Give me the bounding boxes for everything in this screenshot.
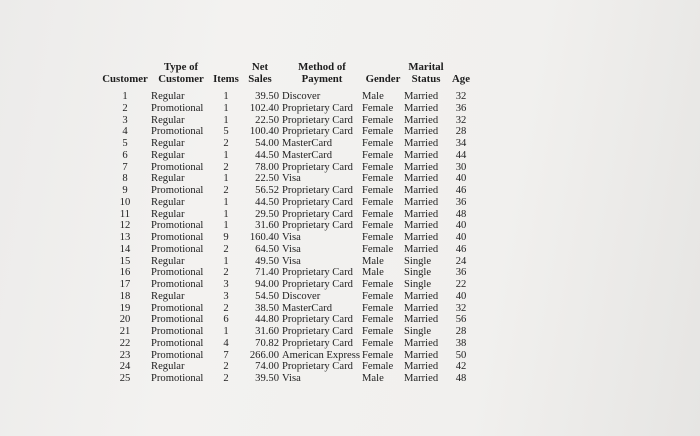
cell-gender: Female <box>362 232 394 244</box>
table-body <box>99 91 474 385</box>
table-row <box>99 256 474 268</box>
cell-gender: Female <box>362 102 394 114</box>
cell-gender: Female <box>362 196 394 208</box>
cell-marital-status: Married <box>404 185 439 197</box>
cell-items: 2 <box>223 161 229 173</box>
cell-items: 1 <box>223 102 229 114</box>
cell-items: 2 <box>223 302 229 314</box>
table-row <box>99 162 474 174</box>
cell-age: 46 <box>455 185 467 197</box>
cell-marital-status: Married <box>404 290 439 302</box>
cell-type-of-customer: Promotional <box>151 279 204 291</box>
cell-type-of-customer: Promotional <box>151 337 204 349</box>
cell-customer: 4 <box>122 126 128 138</box>
cell-customer: 15 <box>119 255 131 267</box>
cell-gender: Female <box>362 243 394 255</box>
cell-marital-status: Married <box>404 102 439 114</box>
cell-marital-status: Married <box>404 91 439 103</box>
cell-age: 32 <box>455 91 467 103</box>
cell-customer: 8 <box>122 173 128 185</box>
cell-gender: Male <box>362 91 384 103</box>
cell-net-sales: 29.50 <box>255 208 279 220</box>
cell-method-of-payment: American Express <box>282 349 360 361</box>
cell-type-of-customer: Promotional <box>151 373 204 385</box>
cell-customer: 12 <box>119 220 131 232</box>
cell-type-of-customer: Regular <box>151 290 185 302</box>
cell-marital-status: Married <box>404 361 439 373</box>
cell-items: 2 <box>223 373 229 385</box>
cell-gender: Female <box>362 220 394 232</box>
cell-method-of-payment: Proprietary Card <box>282 267 353 279</box>
cell-customer: 21 <box>119 326 131 338</box>
cell-customer: 13 <box>119 232 131 244</box>
cell-age: 24 <box>455 255 467 267</box>
cell-items: 4 <box>223 337 229 349</box>
cell-marital-status: Married <box>404 373 439 385</box>
customer-data-table <box>99 62 474 385</box>
cell-method-of-payment: Proprietary Card <box>282 326 353 338</box>
cell-net-sales: 39.50 <box>255 373 279 385</box>
table-row <box>99 126 474 138</box>
table-row <box>99 338 474 350</box>
cell-items: 1 <box>223 220 229 232</box>
cell-items: 2 <box>223 361 229 373</box>
cell-net-sales: 78.00 <box>255 161 279 173</box>
cell-net-sales: 70.82 <box>255 337 279 349</box>
cell-marital-status: Single <box>404 267 432 279</box>
cell-method-of-payment: Proprietary Card <box>282 126 353 138</box>
cell-type-of-customer: Promotional <box>151 126 204 138</box>
cell-gender: Female <box>362 302 394 314</box>
cell-method-of-payment: Proprietary Card <box>282 361 353 373</box>
cell-age: 36 <box>455 102 467 114</box>
cell-type-of-customer: Promotional <box>151 267 204 279</box>
cell-method-of-payment: MasterCard <box>282 138 333 150</box>
cell-age: 42 <box>455 361 467 373</box>
cell-method-of-payment: MasterCard <box>282 149 333 161</box>
table-row <box>99 267 474 279</box>
cell-marital-status: Married <box>404 232 439 244</box>
cell-gender: Male <box>362 255 384 267</box>
cell-type-of-customer: Regular <box>151 196 185 208</box>
cell-marital-status: Married <box>404 208 439 220</box>
cell-customer: 10 <box>119 196 131 208</box>
cell-marital-status: Single <box>404 279 432 291</box>
cell-type-of-customer: Promotional <box>151 232 204 244</box>
cell-items: 2 <box>223 243 229 255</box>
cell-net-sales: 56.52 <box>255 185 279 197</box>
cell-marital-status: Single <box>404 255 432 267</box>
cell-method-of-payment: Proprietary Card <box>282 337 353 349</box>
cell-items: 7 <box>223 349 229 361</box>
cell-items: 5 <box>223 126 229 138</box>
table-row <box>99 185 474 197</box>
table-row <box>99 361 474 373</box>
cell-type-of-customer: Promotional <box>151 161 204 173</box>
table-row <box>99 103 474 115</box>
cell-age: 46 <box>455 243 467 255</box>
cell-age: 36 <box>455 267 467 279</box>
cell-marital-status: Married <box>404 161 439 173</box>
table-row <box>99 350 474 362</box>
cell-gender: Female <box>362 326 394 338</box>
table-row <box>99 244 474 256</box>
cell-gender: Female <box>362 173 394 185</box>
cell-age: 34 <box>455 138 467 150</box>
table-row <box>99 91 474 103</box>
cell-net-sales: 266.00 <box>249 349 279 361</box>
cell-age: 28 <box>455 326 467 338</box>
cell-net-sales: 44.80 <box>255 314 279 326</box>
cell-type-of-customer: Promotional <box>151 349 204 361</box>
cell-items: 1 <box>223 326 229 338</box>
cell-items: 1 <box>223 114 229 126</box>
table-row <box>99 115 474 127</box>
table-row <box>99 197 474 209</box>
cell-net-sales: 74.00 <box>255 361 279 373</box>
header-gender: Gender <box>365 72 401 85</box>
cell-customer: 18 <box>119 290 131 302</box>
cell-age: 38 <box>455 337 467 349</box>
cell-items: 1 <box>223 208 229 220</box>
cell-method-of-payment: Proprietary Card <box>282 208 353 220</box>
cell-net-sales: 38.50 <box>255 302 279 314</box>
cell-items: 6 <box>223 314 229 326</box>
cell-marital-status: Married <box>404 114 439 126</box>
table-row <box>99 326 474 338</box>
cell-net-sales: 31.60 <box>255 220 279 232</box>
cell-customer: 23 <box>119 349 131 361</box>
cell-method-of-payment: Proprietary Card <box>282 114 353 126</box>
cell-age: 22 <box>455 279 467 291</box>
cell-net-sales: 54.50 <box>255 290 279 302</box>
cell-gender: Female <box>362 290 394 302</box>
cell-net-sales: 100.40 <box>249 126 279 138</box>
cell-method-of-payment: Proprietary Card <box>282 102 353 114</box>
cell-method-of-payment: MasterCard <box>282 302 333 314</box>
header-net-sales: Net Sales <box>248 61 272 85</box>
cell-customer: 1 <box>122 91 128 103</box>
cell-age: 48 <box>455 208 467 220</box>
cell-method-of-payment: Proprietary Card <box>282 196 353 208</box>
cell-type-of-customer: Regular <box>151 138 185 150</box>
cell-customer: 19 <box>119 302 131 314</box>
cell-gender: Female <box>362 185 394 197</box>
header-method-of-payment: Method of Payment <box>298 61 346 85</box>
cell-type-of-customer: Regular <box>151 149 185 161</box>
cell-marital-status: Married <box>404 337 439 349</box>
cell-items: 1 <box>223 91 229 103</box>
cell-customer: 20 <box>119 314 131 326</box>
cell-method-of-payment: Visa <box>282 243 301 255</box>
cell-customer: 6 <box>122 149 128 161</box>
table-row <box>99 373 474 385</box>
cell-type-of-customer: Promotional <box>151 102 204 114</box>
cell-customer: 22 <box>119 337 131 349</box>
cell-customer: 5 <box>122 138 128 150</box>
header-items: Items <box>213 72 239 85</box>
header-age: Age <box>452 72 470 85</box>
cell-gender: Female <box>362 361 394 373</box>
cell-age: 44 <box>455 149 467 161</box>
cell-gender: Female <box>362 126 394 138</box>
cell-gender: Female <box>362 279 394 291</box>
cell-type-of-customer: Regular <box>151 91 185 103</box>
cell-customer: 24 <box>119 361 131 373</box>
table-row <box>99 173 474 185</box>
cell-net-sales: 22.50 <box>255 114 279 126</box>
cell-marital-status: Married <box>404 126 439 138</box>
header-type-of-customer: Type of Customer <box>158 61 204 85</box>
cell-marital-status: Married <box>404 220 439 232</box>
cell-method-of-payment: Discover <box>282 91 321 103</box>
table-row <box>99 303 474 315</box>
cell-age: 50 <box>455 349 467 361</box>
cell-net-sales: 94.00 <box>255 279 279 291</box>
cell-type-of-customer: Promotional <box>151 185 204 197</box>
cell-marital-status: Married <box>404 243 439 255</box>
cell-age: 40 <box>455 220 467 232</box>
cell-method-of-payment: Proprietary Card <box>282 314 353 326</box>
cell-items: 2 <box>223 138 229 150</box>
table-row <box>99 314 474 326</box>
cell-customer: 25 <box>119 373 131 385</box>
cell-net-sales: 49.50 <box>255 255 279 267</box>
cell-type-of-customer: Promotional <box>151 302 204 314</box>
cell-customer: 17 <box>119 279 131 291</box>
cell-customer: 9 <box>122 185 128 197</box>
cell-method-of-payment: Visa <box>282 173 301 185</box>
cell-method-of-payment: Proprietary Card <box>282 185 353 197</box>
cell-gender: Female <box>362 114 394 126</box>
cell-items: 3 <box>223 279 229 291</box>
cell-net-sales: 22.50 <box>255 173 279 185</box>
cell-marital-status: Married <box>404 349 439 361</box>
cell-type-of-customer: Promotional <box>151 220 204 232</box>
cell-marital-status: Married <box>404 196 439 208</box>
cell-customer: 7 <box>122 161 128 173</box>
cell-net-sales: 71.40 <box>255 267 279 279</box>
cell-type-of-customer: Regular <box>151 208 185 220</box>
cell-method-of-payment: Proprietary Card <box>282 279 353 291</box>
cell-type-of-customer: Regular <box>151 114 185 126</box>
cell-age: 40 <box>455 290 467 302</box>
cell-type-of-customer: Regular <box>151 173 185 185</box>
cell-gender: Female <box>362 208 394 220</box>
cell-method-of-payment: Discover <box>282 290 321 302</box>
cell-age: 32 <box>455 114 467 126</box>
cell-items: 9 <box>223 232 229 244</box>
cell-items: 3 <box>223 290 229 302</box>
cell-items: 1 <box>223 255 229 267</box>
table-row <box>99 209 474 221</box>
cell-marital-status: Married <box>404 138 439 150</box>
cell-age: 32 <box>455 302 467 314</box>
cell-age: 30 <box>455 161 467 173</box>
cell-marital-status: Married <box>404 173 439 185</box>
table-row <box>99 220 474 232</box>
cell-method-of-payment: Proprietary Card <box>282 220 353 232</box>
cell-gender: Female <box>362 138 394 150</box>
cell-age: 48 <box>455 373 467 385</box>
cell-marital-status: Married <box>404 302 439 314</box>
cell-method-of-payment: Visa <box>282 255 301 267</box>
cell-age: 36 <box>455 196 467 208</box>
table-row <box>99 150 474 162</box>
cell-marital-status: Married <box>404 314 439 326</box>
cell-gender: Female <box>362 161 394 173</box>
cell-type-of-customer: Regular <box>151 361 185 373</box>
cell-customer: 14 <box>119 243 131 255</box>
cell-items: 2 <box>223 185 229 197</box>
cell-net-sales: 44.50 <box>255 196 279 208</box>
table-row <box>99 232 474 244</box>
cell-type-of-customer: Regular <box>151 255 185 267</box>
cell-items: 2 <box>223 267 229 279</box>
cell-age: 40 <box>455 232 467 244</box>
header-customer: Customer <box>102 72 148 85</box>
cell-items: 1 <box>223 149 229 161</box>
cell-type-of-customer: Promotional <box>151 326 204 338</box>
cell-type-of-customer: Promotional <box>151 314 204 326</box>
cell-gender: Female <box>362 314 394 326</box>
cell-age: 56 <box>455 314 467 326</box>
cell-gender: Female <box>362 349 394 361</box>
cell-items: 1 <box>223 173 229 185</box>
cell-age: 40 <box>455 173 467 185</box>
cell-items: 1 <box>223 196 229 208</box>
cell-net-sales: 39.50 <box>255 91 279 103</box>
cell-gender: Male <box>362 373 384 385</box>
cell-gender: Female <box>362 337 394 349</box>
cell-method-of-payment: Proprietary Card <box>282 161 353 173</box>
cell-net-sales: 54.00 <box>255 138 279 150</box>
header-marital-status: Marital Status <box>408 61 444 85</box>
table-header-row <box>99 62 474 91</box>
cell-customer: 3 <box>122 114 128 126</box>
cell-net-sales: 102.40 <box>249 102 279 114</box>
cell-net-sales: 160.40 <box>249 232 279 244</box>
table-row <box>99 291 474 303</box>
cell-method-of-payment: Visa <box>282 232 301 244</box>
cell-customer: 2 <box>122 102 128 114</box>
cell-marital-status: Married <box>404 149 439 161</box>
table-row <box>99 279 474 291</box>
cell-gender: Female <box>362 149 394 161</box>
table-row <box>99 138 474 150</box>
cell-net-sales: 31.60 <box>255 326 279 338</box>
cell-gender: Male <box>362 267 384 279</box>
cell-net-sales: 44.50 <box>255 149 279 161</box>
cell-marital-status: Single <box>404 326 432 338</box>
cell-customer: 11 <box>119 208 131 220</box>
cell-customer: 16 <box>119 267 131 279</box>
cell-method-of-payment: Visa <box>282 373 301 385</box>
cell-age: 28 <box>455 126 467 138</box>
cell-net-sales: 64.50 <box>255 243 279 255</box>
cell-type-of-customer: Promotional <box>151 243 204 255</box>
